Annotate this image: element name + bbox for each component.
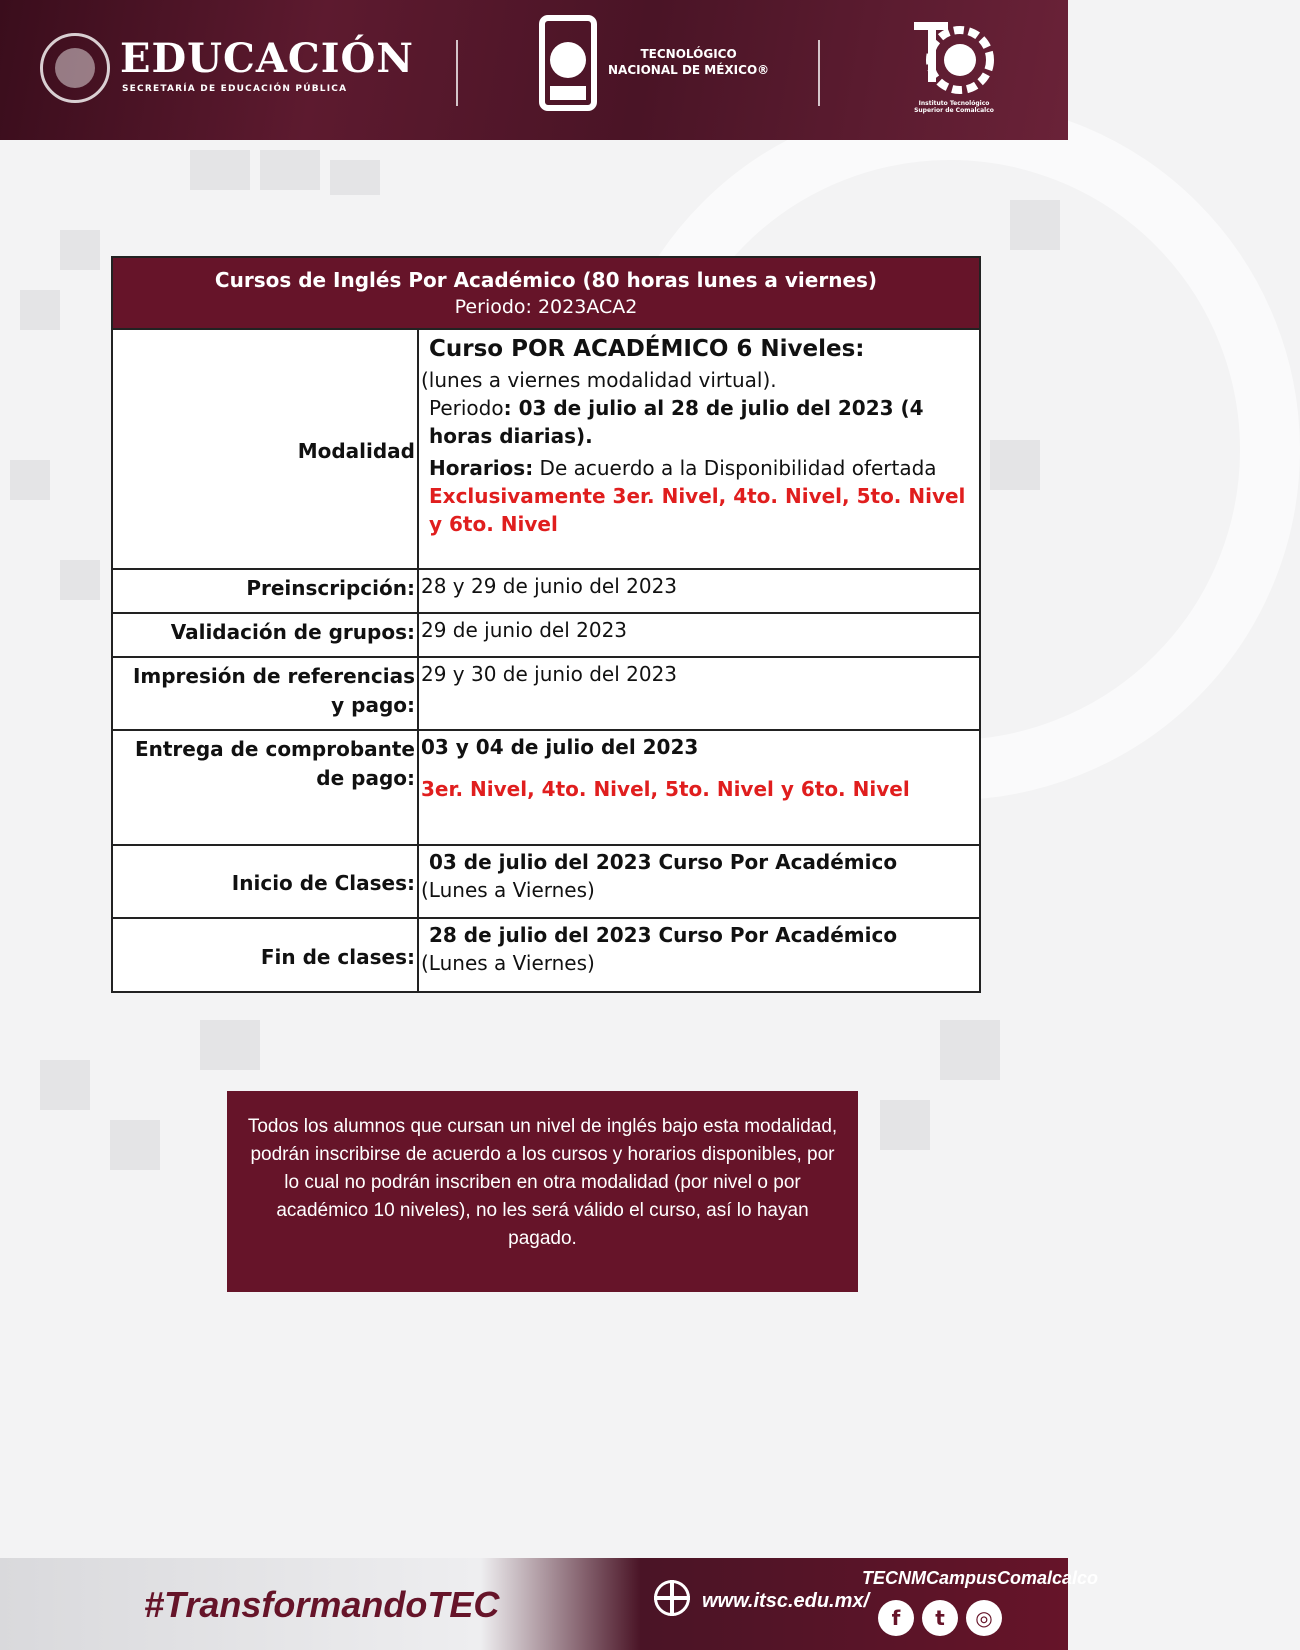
row-entrega: [113, 731, 979, 846]
entrega-levels: 3er. Nivel, 4to. Nivel, 5to. Nivel y 6to. Nivel: [421, 777, 910, 801]
label-preinscripcion: Preinscripción:: [113, 570, 419, 612]
header-divider: [456, 40, 458, 106]
globe-icon: [654, 1580, 690, 1616]
label-modalidad: Modalidad: [113, 330, 419, 568]
facebook-icon[interactable]: f: [878, 1600, 914, 1636]
row-preinscripcion: [113, 570, 979, 614]
course-title: Curso POR ACADÉMICO 6 Niveles:: [429, 336, 865, 362]
mexico-seal-icon: [40, 33, 110, 103]
label-impresion: Impresión de referencias y pago:: [113, 658, 419, 729]
tecnm-logo-icon: [536, 16, 600, 110]
footer-banner: [0, 1558, 1099, 1650]
inicio-date: 03 de julio del 2023 Curso Por Académico: [429, 850, 898, 874]
row-validacion: [113, 614, 979, 658]
row-impresion: [113, 658, 979, 731]
table-title: Cursos de Inglés Por Académico (80 horas lunes a viernes): [214, 268, 878, 292]
header-banner: [0, 0, 1068, 140]
itsc-name: Instituto Tecnológico Superior de Comalcalco: [914, 100, 994, 114]
fin-date: 28 de julio del 2023 Curso Por Académico: [429, 923, 898, 947]
education-title: EDUCACIÓN: [120, 35, 414, 82]
value-inicio: [419, 846, 979, 917]
course-period: Periodo: 03 de julio al 28 de julio del 2023 (4 horas diarias).: [429, 396, 924, 448]
value-modalidad: [419, 330, 979, 568]
value-entrega: [419, 731, 979, 844]
twitter-icon[interactable]: t: [922, 1600, 958, 1636]
label-fin: Fin de clases:: [113, 919, 419, 991]
row-fin: [113, 919, 979, 991]
itsc-logo-icon: [908, 18, 1000, 96]
course-exclusive-levels: Exclusivamente 3er. Nivel, 4to. Nivel, 5to. Nivel y 6to. Nivel: [429, 484, 966, 536]
website-link[interactable]: www.itsc.edu.mx/: [702, 1590, 870, 1612]
schedule-table-header: [113, 258, 979, 330]
value-fin: [419, 919, 979, 991]
hashtag: #TransformandoTEC: [144, 1584, 500, 1625]
label-entrega: Entrega de comprobante de pago:: [113, 731, 419, 844]
social-handle: TECNMCampusComalcalco: [862, 1568, 1099, 1588]
tecnm-name: TECNOLÓGICO NACIONAL DE MÉXICO®: [608, 47, 770, 77]
entrega-date: 03 y 04 de julio del 2023: [421, 735, 699, 759]
value-preinscripcion: 28 y 29 de junio del 2023: [421, 574, 678, 598]
value-impresion: 29 y 30 de junio del 2023: [421, 662, 678, 686]
course-mode: (lunes a viernes modalidad virtual).: [421, 368, 777, 392]
label-validacion: Validación de grupos:: [113, 614, 419, 656]
inicio-days: (Lunes a Viernes): [421, 878, 595, 902]
value-validacion: 29 de junio del 2023: [421, 618, 628, 642]
notice-box: Todos los alumnos que cursan un nivel de inglés bajo esta modalidad, podrán inscribirse de acuerdo a los cursos y horarios disponibles, por lo cual no podrán inscriben en otra modalidad (por nivel o por académico 10 niveles), no les será válido el curso, así lo hayan pagado.: [227, 1091, 858, 1292]
schedule-table: [111, 256, 981, 993]
row-modalidad: [113, 330, 979, 570]
fin-days: (Lunes a Viernes): [421, 951, 595, 975]
row-inicio: [113, 846, 979, 919]
instagram-icon[interactable]: ◎: [966, 1600, 1002, 1636]
table-period: Periodo: 2023ACA2: [454, 296, 638, 318]
label-inicio: Inicio de Clases:: [113, 846, 419, 917]
course-schedule: Horarios: De acuerdo a la Disponibilidad ofertada: [429, 456, 937, 480]
header-divider: [818, 40, 820, 106]
education-subtitle: SECRETARÍA DE EDUCACIÓN PÚBLICA: [122, 84, 348, 94]
